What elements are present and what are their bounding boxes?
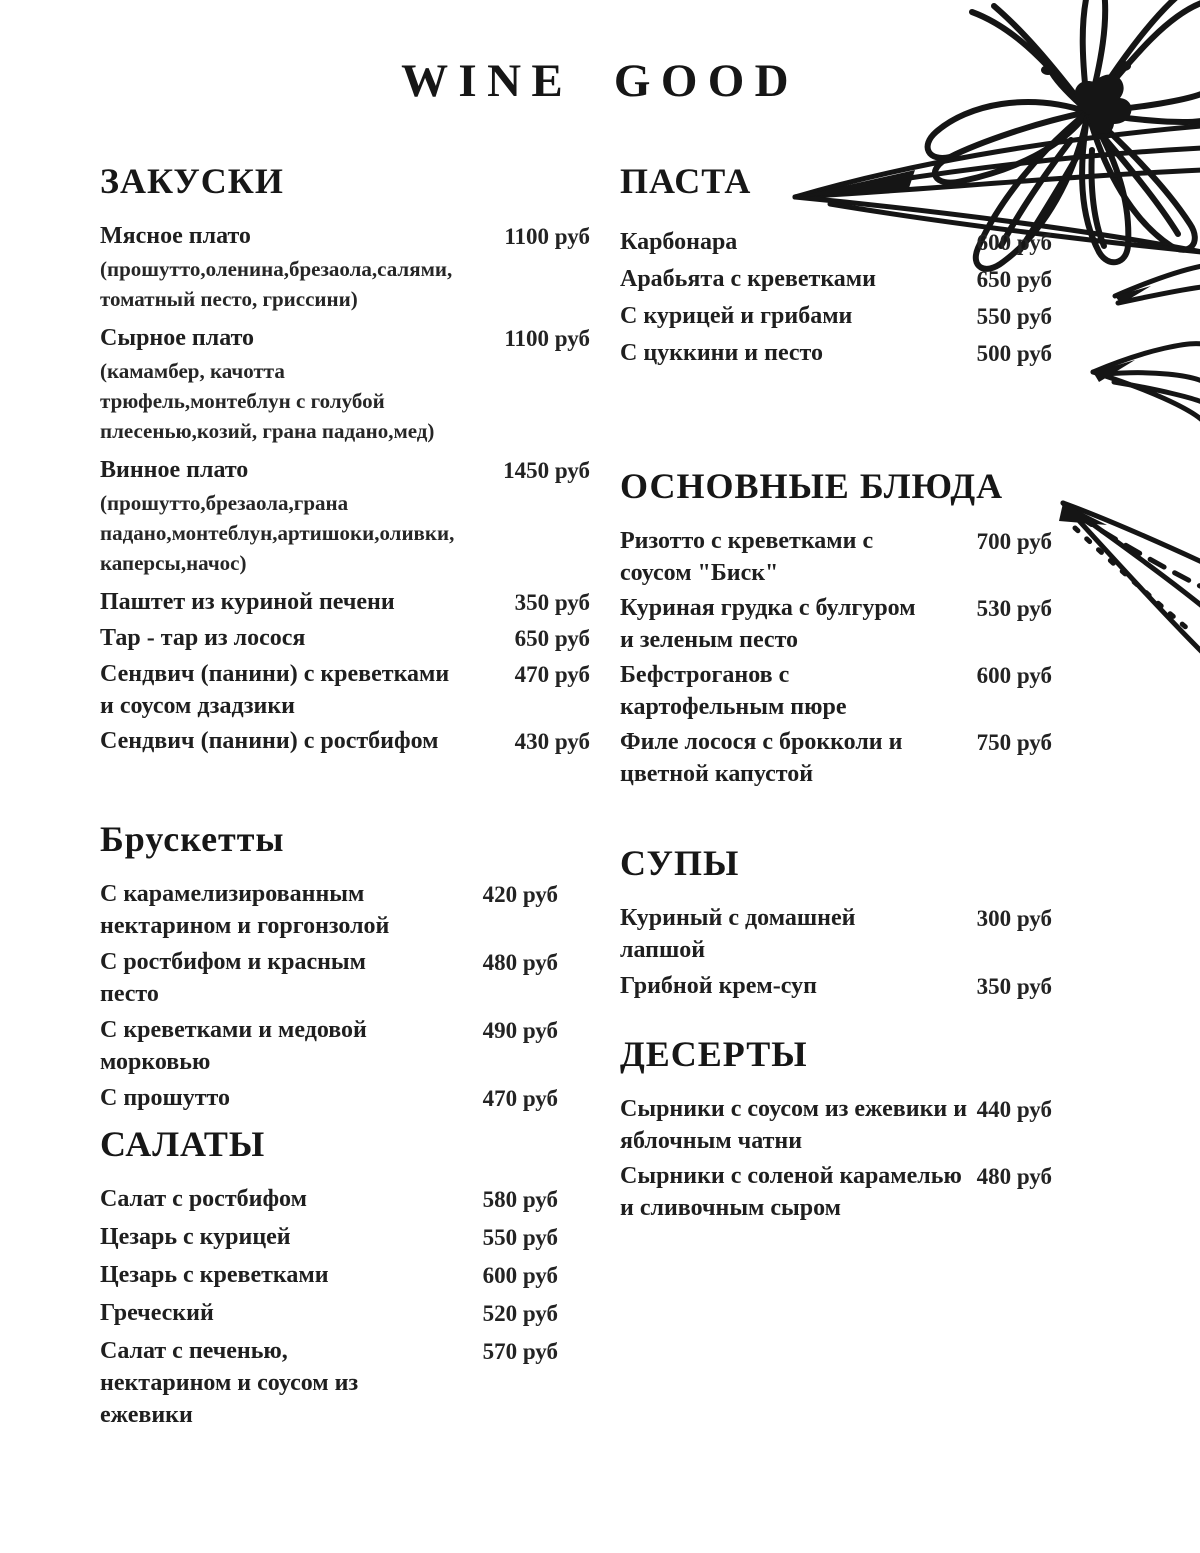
menu-item-price: 300 руб bbox=[976, 906, 1052, 931]
menu-item-name: Сырники с соусом из ежевики и яблочным чатни bbox=[620, 1096, 968, 1154]
menu-item-name: Куриный с домашней лапшой bbox=[620, 905, 856, 963]
menu-item-description: (прошутто,оленина,брезаола,салями,томатный песто, гриссини) bbox=[100, 257, 453, 311]
menu-item-name: С прошутто bbox=[100, 1085, 231, 1111]
section-main-dishes bbox=[620, 465, 1052, 790]
menu-item-price: 520 руб bbox=[482, 1301, 558, 1326]
section-soups bbox=[620, 842, 1052, 1003]
menu-item-price: 600 руб bbox=[976, 230, 1052, 255]
menu-item-name: Салат с печенью, нектарином и соусом из ежевики bbox=[100, 1338, 359, 1428]
section-heading: ДЕСЕРТЫ bbox=[620, 1034, 808, 1074]
menu-item-price: 700 руб bbox=[976, 529, 1052, 554]
menu-item bbox=[620, 1093, 1052, 1157]
section-bruschettas bbox=[100, 818, 590, 1115]
menu-item-price: 470 руб bbox=[514, 662, 590, 687]
menu-item bbox=[620, 970, 1052, 1003]
page-title: WINE GOOD bbox=[401, 55, 799, 107]
menu-item bbox=[100, 1221, 590, 1254]
menu-item bbox=[100, 622, 590, 655]
menu-item bbox=[100, 1183, 590, 1216]
section-salads bbox=[100, 1123, 590, 1431]
section-heading: ЗАКУСКИ bbox=[100, 161, 284, 201]
menu-item bbox=[100, 878, 590, 942]
menu-item bbox=[100, 658, 590, 722]
menu-item-price: 350 руб bbox=[976, 974, 1052, 999]
menu-item-price: 570 руб bbox=[482, 1339, 558, 1364]
menu-item-name: С креветками и медовой морковью bbox=[100, 1017, 367, 1075]
section-heading: ОСНОВНЫЕ БЛЮДА bbox=[620, 466, 1004, 506]
section-heading: Брускетты bbox=[100, 819, 285, 859]
menu-item-price: 600 руб bbox=[976, 663, 1052, 688]
menu-item-name: Сырное плато bbox=[100, 325, 255, 351]
menu-item-name: Тар - тар из лосося bbox=[100, 625, 306, 651]
leaf-cluster-bottom bbox=[1059, 503, 1200, 652]
menu-item-name: Грибной крем-суп bbox=[620, 973, 817, 999]
menu-item-name: Салат с ростбифом bbox=[100, 1186, 307, 1212]
menu-item-price: 1100 руб bbox=[504, 224, 590, 249]
section-pasta bbox=[620, 160, 1052, 370]
menu-item-price: 750 руб bbox=[976, 730, 1052, 755]
menu-item bbox=[620, 726, 1052, 790]
menu-item-name: С карамелизированным нектарином и горгонзолой bbox=[100, 881, 390, 939]
menu-item-price: 550 руб bbox=[976, 304, 1052, 329]
menu-item bbox=[620, 525, 1052, 589]
menu-item bbox=[100, 1014, 590, 1078]
menu-item bbox=[620, 592, 1052, 656]
menu-item-price: 1100 руб bbox=[504, 326, 590, 351]
menu-item bbox=[620, 1160, 1052, 1224]
menu-item-price: 650 руб bbox=[514, 626, 590, 651]
menu-item-price: 480 руб bbox=[976, 1164, 1052, 1189]
menu-item-name: Карбонара bbox=[620, 229, 738, 255]
menu-item-price: 420 руб bbox=[482, 882, 558, 907]
menu-item bbox=[100, 725, 590, 758]
menu-item-description: (прошутто,брезаола,грана падано,монтеблун,артишоки,оливки,каперсы,начос) bbox=[100, 491, 455, 575]
menu-item-price: 600 руб bbox=[482, 1263, 558, 1288]
menu-item-name: Мясное плато bbox=[100, 223, 251, 249]
menu-item-name: Цезарь с креветками bbox=[100, 1262, 329, 1288]
menu-item-name: Куриная грудка с булгуром и зеленым песто bbox=[620, 595, 916, 653]
section-appetizers bbox=[100, 160, 590, 758]
menu-item-name: Винное плато bbox=[100, 457, 249, 483]
menu-item bbox=[100, 454, 590, 583]
menu-item bbox=[100, 586, 590, 619]
menu-item bbox=[620, 659, 1052, 723]
menu-item-price: 470 руб bbox=[482, 1086, 558, 1111]
menu-item bbox=[100, 220, 590, 319]
menu-item-name: Бефстроганов с картофельным пюре bbox=[620, 662, 847, 720]
menu-item-name: Сендвич (панини) с ростбифом bbox=[100, 728, 439, 754]
menu-item bbox=[620, 226, 1052, 259]
menu-item bbox=[100, 322, 590, 451]
menu-item-name: Сендвич (панини) с креветками и соусом дзадзики bbox=[100, 661, 450, 719]
menu-item-price: 500 руб bbox=[976, 341, 1052, 366]
menu-item-name: С цуккини и песто bbox=[620, 340, 824, 366]
menu-item-price: 430 руб bbox=[514, 729, 590, 754]
menu-item-price: 650 руб bbox=[976, 267, 1052, 292]
section-heading: ПАСТА bbox=[620, 161, 752, 201]
menu-item-description: (камамбер, качотта трюфель,монтеблун с голубой плесенью,козий, грана падано,мед) bbox=[100, 359, 435, 443]
menu-column-right bbox=[620, 160, 1052, 1227]
menu-item-price: 440 руб bbox=[976, 1097, 1052, 1122]
menu-item-name: Сырники с соленой карамелью и сливочным сыром bbox=[620, 1163, 962, 1221]
menu-item-price: 580 руб bbox=[482, 1187, 558, 1212]
menu-item-name: Арабьята с креветками bbox=[620, 266, 876, 292]
menu-item-price: 530 руб bbox=[976, 596, 1052, 621]
menu-item-name: Паштет из куриной печени bbox=[100, 589, 395, 615]
menu-item-price: 350 руб bbox=[514, 590, 590, 615]
section-desserts bbox=[620, 1033, 1052, 1224]
menu-column-left bbox=[100, 160, 590, 1436]
menu-item bbox=[100, 946, 590, 1010]
menu-item bbox=[620, 902, 1052, 966]
menu-item bbox=[620, 263, 1052, 296]
menu-item-name: Филе лосося с брокколи и цветной капустой bbox=[620, 729, 903, 787]
menu-item-price: 480 руб bbox=[482, 950, 558, 975]
menu-item bbox=[100, 1082, 590, 1115]
menu-item-price: 490 руб bbox=[482, 1018, 558, 1043]
leaf-cluster-middle bbox=[1093, 266, 1200, 420]
menu-item-name: Греческий bbox=[100, 1300, 214, 1326]
menu-item bbox=[620, 337, 1052, 370]
menu-item bbox=[100, 1297, 590, 1330]
menu-item-price: 550 руб bbox=[482, 1225, 558, 1250]
section-heading: СУПЫ bbox=[620, 843, 740, 883]
menu-item-name: С курицей и грибами bbox=[620, 303, 853, 329]
menu-item-name: С ростбифом и красным песто bbox=[100, 949, 367, 1007]
menu-item-name: Цезарь с курицей bbox=[100, 1224, 291, 1250]
menu-item-price: 1450 руб bbox=[503, 458, 590, 483]
menu-item bbox=[620, 300, 1052, 333]
menu-item bbox=[100, 1335, 590, 1431]
section-heading: САЛАТЫ bbox=[100, 1124, 266, 1164]
menu-item-name: Ризотто с креветками с соусом "Биск" bbox=[620, 528, 874, 586]
menu-item bbox=[100, 1259, 590, 1292]
